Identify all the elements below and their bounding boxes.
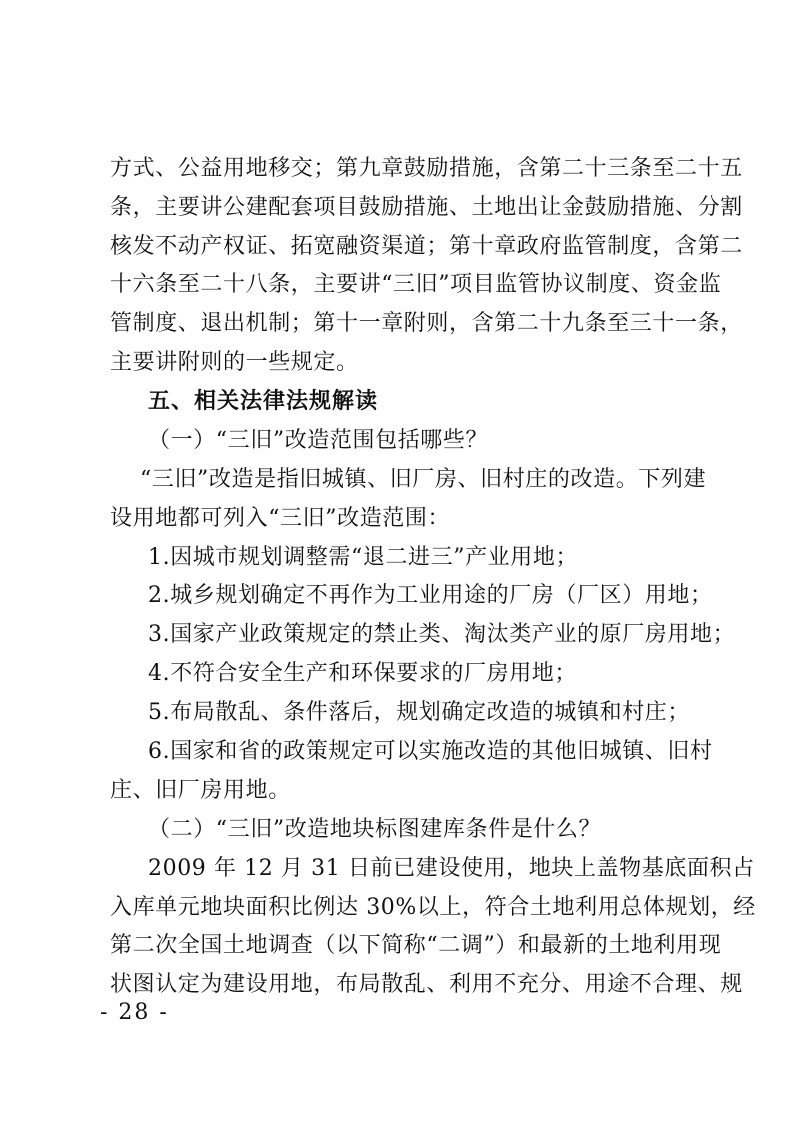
list-item-6-line-1: 6.国家和省的政策规定可以实施改造的其他旧城镇、旧村 [148, 739, 713, 764]
answer-2-line-2: 入库单元地块面积比例达 30%以上，符合土地利用总体规划，经 [110, 895, 756, 920]
paragraph-1-line-1: 方式、公益用地移交；第九章鼓励措施，含第二十三条至二十五 [110, 156, 743, 181]
paragraph-1-line-2: 条，主要讲公建配套项目鼓励措施、土地出让金鼓励措施、分割 [110, 195, 743, 220]
section-heading: 五、相关法律法规解读 [148, 389, 379, 414]
list-item-5: 5.布局散乱、条件落后，规划确定改造的城镇和村庄； [148, 700, 690, 725]
answer-2-line-1: 2009 年 12 月 31 日前已建设使用，地块上盖物基底面积占 [148, 856, 755, 881]
list-item-2: 2.城乡规划确定不再作为工业用途的厂房（厂区）用地； [148, 583, 713, 608]
list-item-3: 3.国家产业政策规定的禁止类、淘汰类产业的原厂房用地； [148, 622, 736, 647]
answer-2-line-4: 状图认定为建设用地，布局散乱、利用不充分、用途不合理、规 [110, 972, 743, 997]
paragraph-1-line-3: 核发不动产权证、拓宽融资渠道；第十章政府监管制度，含第二 [110, 234, 743, 259]
paragraph-1-line-4: 十六条至二十八条，主要讲“三旧”项目监管协议制度、资金监 [110, 272, 722, 297]
question-1-heading: （一）“三旧”改造范围包括哪些？ [148, 428, 489, 453]
list-item-6-line-2: 庄、旧厂房用地。 [110, 778, 291, 803]
list-item-4: 4.不符合安全生产和环保要求的厂房用地； [148, 661, 577, 686]
answer-2-line-3: 第二次全国土地调查（以下简称“二调”）和最新的土地利用现 [110, 933, 722, 958]
page-number: - 28 - [100, 1000, 169, 1025]
answer-1-line-1: “三旧”改造是指旧城镇、旧厂房、旧村庄的改造。下列建 [140, 467, 707, 492]
list-item-1: 1.因城市规划调整需“退二进三”产业用地； [148, 545, 579, 570]
paragraph-1-line-5: 管制度、退出机制；第十一章附则，含第二十九条至三十一条， [110, 311, 743, 336]
paragraph-1-line-6: 主要讲附则的一些规定。 [110, 350, 359, 375]
question-2-heading: （二）“三旧”改造地块标图建库条件是什么？ [148, 817, 602, 842]
answer-1-line-2: 设用地都可列入“三旧”改造范围： [110, 506, 451, 531]
